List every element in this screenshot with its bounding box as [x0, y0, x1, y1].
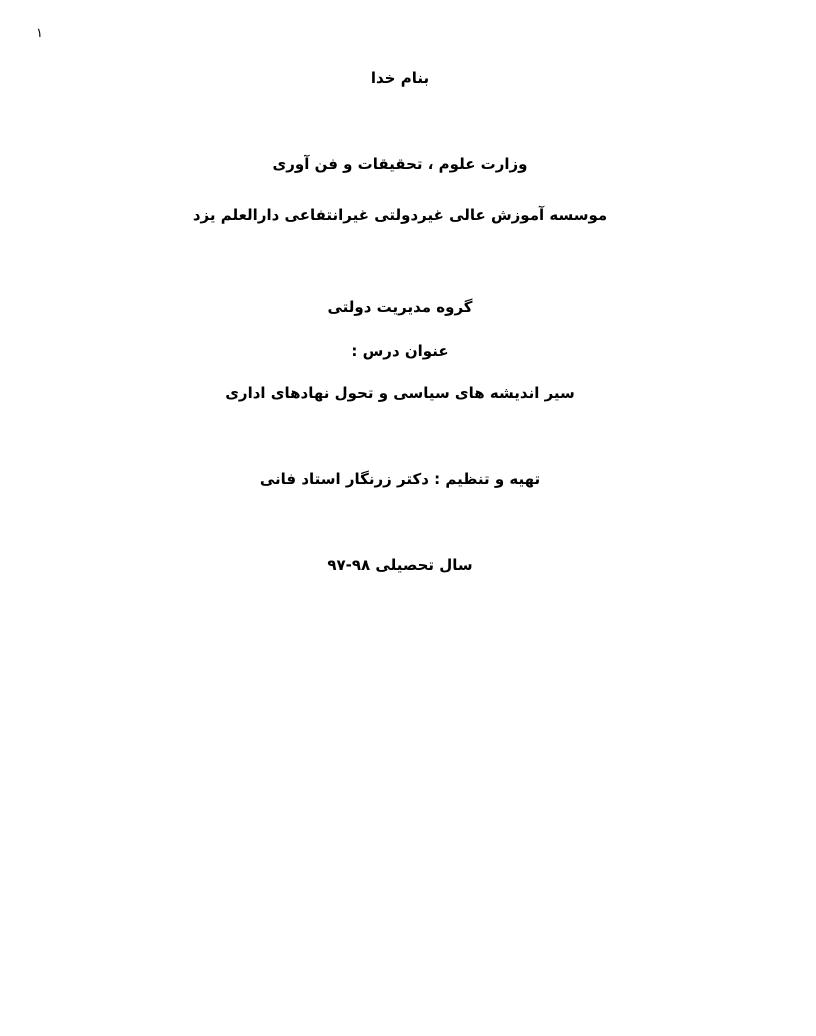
course-title: سیر اندیشه های سیاسی و تحول نهادهای اداری: [225, 384, 575, 402]
basmala-heading: بنام خدا: [370, 69, 430, 87]
course-label: عنوان درس :: [351, 342, 449, 360]
academic-year: سال تحصیلی ۹۸-۹۷: [327, 556, 473, 574]
ministry-name: وزارت علوم ، تحقیقات و فن آوری: [272, 155, 528, 173]
institute-name: موسسه آموزش عالی غیردولتی غیرانتفاعی دارالعلم یزد: [192, 206, 608, 224]
department-name: گروه مدیریت دولتی: [327, 298, 473, 316]
page-number: ۱: [36, 26, 43, 41]
author-credit: تهیه و تنظیم : دکتر زرنگار استاد فانی: [259, 470, 541, 488]
